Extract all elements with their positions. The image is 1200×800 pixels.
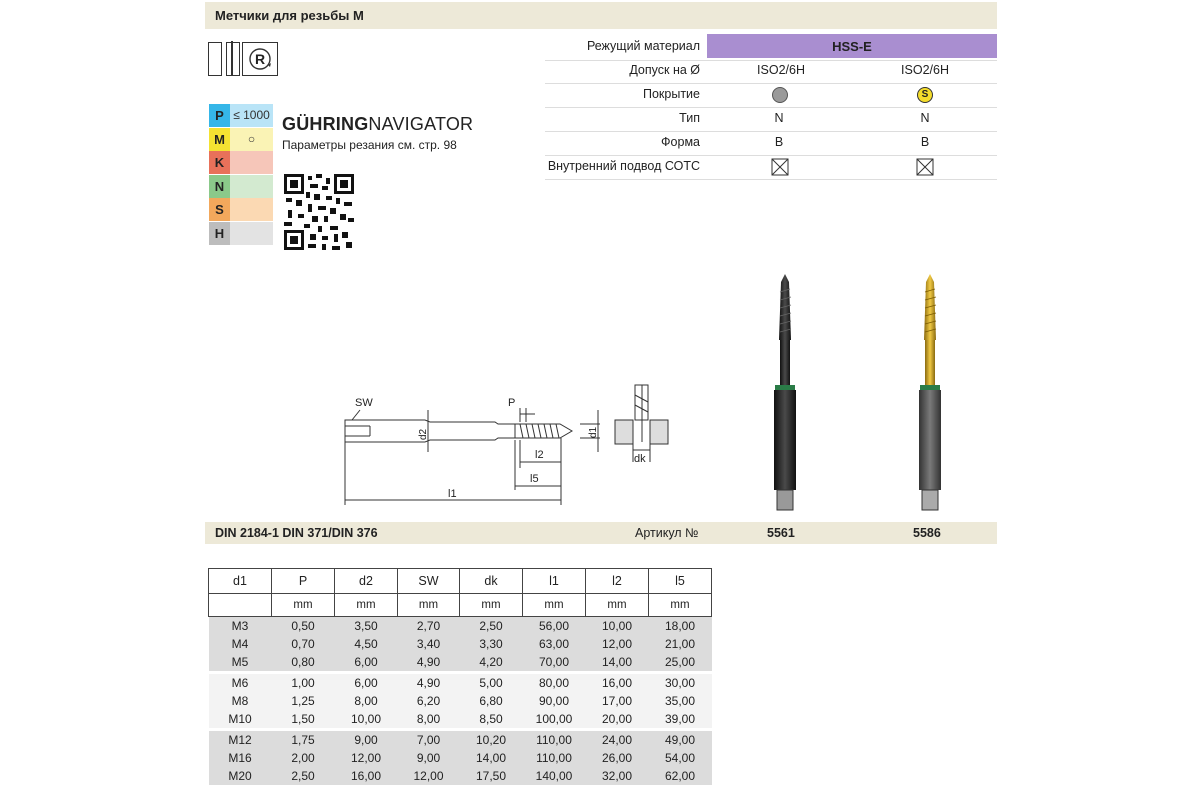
material-group-letter: M (209, 128, 230, 151)
table-cell: M20 (209, 767, 272, 785)
qr-code (284, 174, 354, 250)
tolerance-value-5561: ISO2/6H (757, 63, 805, 77)
table-cell: 70,00 (523, 653, 586, 671)
table-cell: 16,00 (335, 767, 398, 785)
table-cell: 12,00 (335, 749, 398, 767)
table-cell: 110,00 (523, 749, 586, 767)
dimensions-table (208, 568, 712, 785)
cutting-material-value: HSS-E (832, 39, 872, 54)
table-cell: 6,20 (398, 692, 460, 710)
table-cell: 10,00 (335, 710, 398, 728)
table-cell: 1,75 (272, 731, 335, 749)
table-cell: 54,00 (649, 749, 712, 767)
table-row (209, 710, 712, 728)
type-value-5561: N (774, 111, 784, 125)
material-group-letter: P (209, 104, 230, 127)
table-cell: 30,00 (649, 674, 712, 692)
table-cell: 3,40 (398, 635, 460, 653)
tolerance-value-5586: ISO2/6H (901, 63, 949, 77)
table-cell: M3 (209, 617, 272, 636)
l2-label: l2 (535, 449, 544, 461)
table-cell: 32,00 (586, 767, 649, 785)
table-cell: 20,00 (586, 710, 649, 728)
material-group-value (230, 151, 273, 174)
material-group-n (209, 175, 273, 198)
table-cell: mm (523, 594, 586, 617)
type-label: Тип (679, 111, 700, 125)
table-cell: 17,00 (586, 692, 649, 710)
table-cell: 4,90 (398, 674, 460, 692)
table-row (209, 617, 712, 636)
material-group-value: ≤ 1000 (230, 104, 273, 127)
sw-label: SW (355, 397, 373, 409)
table-cell: mm (398, 594, 460, 617)
table-units-row (209, 594, 712, 617)
tap-technical-drawing (330, 380, 675, 515)
table-cell: M6 (209, 674, 272, 692)
divider (545, 155, 997, 156)
table-cell: 2,00 (272, 749, 335, 767)
table-cell: 2,50 (460, 617, 523, 636)
table-cell: 6,00 (335, 674, 398, 692)
din-standards: DIN 2184-1 DIN 371/DIN 376 (215, 526, 378, 540)
no-internal-coolant-icon (916, 158, 934, 176)
table-cell: 63,00 (523, 635, 586, 653)
table-cell: 7,00 (398, 731, 460, 749)
table-cell: M16 (209, 749, 272, 767)
table-row (209, 749, 712, 767)
table-cell: 39,00 (649, 710, 712, 728)
cutting-params-note: Параметры резания см. стр. 98 (282, 138, 457, 152)
material-group-s (209, 198, 273, 221)
table-cell: 10,20 (460, 731, 523, 749)
material-group-letter: K (209, 151, 230, 174)
no-internal-coolant-icon (771, 158, 789, 176)
table-cell: 14,00 (460, 749, 523, 767)
form-value-5586: B (920, 135, 930, 149)
table-cell: 110,00 (523, 731, 586, 749)
table-cell: mm (460, 594, 523, 617)
table-cell: 2,50 (272, 767, 335, 785)
table-cell: 8,50 (460, 710, 523, 728)
material-group-value: ○ (230, 128, 273, 151)
material-group-value (230, 222, 273, 245)
table-header-row (209, 569, 712, 594)
article-5561: 5561 (767, 526, 795, 540)
coating-s-icon: S (917, 87, 933, 103)
table-cell: 5,00 (460, 674, 523, 692)
table-cell: SW (398, 569, 460, 594)
material-group-m (209, 128, 273, 151)
table-cell: 4,50 (335, 635, 398, 653)
divider (545, 83, 997, 84)
cutting-material-band (707, 34, 997, 58)
table-cell: 3,50 (335, 617, 398, 636)
material-group-letter: N (209, 175, 230, 198)
table-cell: 14,00 (586, 653, 649, 671)
table-cell: 21,00 (649, 635, 712, 653)
right-hand-rotation-icon (242, 42, 278, 76)
page-title: Метчики для резьбы M (215, 8, 364, 23)
tap-image-5561 (760, 270, 810, 520)
table-cell: 16,00 (586, 674, 649, 692)
table-cell: 0,80 (272, 653, 335, 671)
table-cell: d1 (209, 569, 272, 594)
standards-band (205, 522, 997, 544)
dk-label: dk (634, 453, 646, 465)
table-cell: 26,00 (586, 749, 649, 767)
table-cell: 3,30 (460, 635, 523, 653)
cutting-material-label: Режущий материал (586, 39, 700, 53)
table-cell: 49,00 (649, 731, 712, 749)
tap-image-5586 (905, 270, 955, 520)
type-value-5586: N (920, 111, 930, 125)
table-cell: mm (649, 594, 712, 617)
divider (545, 107, 997, 108)
coolant-label: Внутренний подвод СОТС (547, 159, 700, 173)
table-cell: 140,00 (523, 767, 586, 785)
table-cell: 80,00 (523, 674, 586, 692)
l5-label: l5 (530, 473, 539, 485)
d2-label: d2 (418, 428, 429, 440)
blind-hole-symbol-icon (208, 42, 222, 76)
table-cell: 12,00 (586, 635, 649, 653)
table-cell: 18,00 (649, 617, 712, 636)
table-row (209, 767, 712, 785)
table-row (209, 635, 712, 653)
table-cell: 17,50 (460, 767, 523, 785)
table-cell: 100,00 (523, 710, 586, 728)
table-cell: 1,00 (272, 674, 335, 692)
brand-bold: GÜHRING (282, 114, 369, 134)
table-cell: d2 (335, 569, 398, 594)
material-group-letter: H (209, 222, 230, 245)
table-cell (209, 594, 272, 617)
table-cell: 4,90 (398, 653, 460, 671)
material-group-h (209, 222, 273, 245)
coating-label: Покрытие (642, 87, 700, 101)
catalog-header (205, 2, 997, 29)
form-label: Форма (661, 135, 700, 149)
table-cell: 1,50 (272, 710, 335, 728)
table-cell: mm (272, 594, 335, 617)
material-group-letter: S (209, 198, 230, 221)
material-group-p (209, 104, 273, 127)
table-cell: 8,00 (398, 710, 460, 728)
divider (545, 179, 997, 180)
table-cell: l1 (523, 569, 586, 594)
table-cell: 2,70 (398, 617, 460, 636)
table-cell: 24,00 (586, 731, 649, 749)
table-cell: M5 (209, 653, 272, 671)
table-cell: P (272, 569, 335, 594)
form-value-5561: B (774, 135, 784, 149)
material-group-value (230, 198, 273, 221)
table-cell: 0,50 (272, 617, 335, 636)
table-cell: 6,80 (460, 692, 523, 710)
table-cell: M10 (209, 710, 272, 728)
brand-logo (282, 114, 473, 135)
table-cell: 10,00 (586, 617, 649, 636)
table-cell: 8,00 (335, 692, 398, 710)
material-group-k (209, 151, 273, 174)
divider (545, 131, 997, 132)
table-row (209, 692, 712, 710)
table-cell: l5 (649, 569, 712, 594)
table-cell: 9,00 (398, 749, 460, 767)
bright-finish-icon (772, 87, 788, 103)
d1-label: d1 (588, 426, 599, 438)
table-cell: l2 (586, 569, 649, 594)
table-cell: mm (335, 594, 398, 617)
table-cell: 1,25 (272, 692, 335, 710)
table-cell: 35,00 (649, 692, 712, 710)
table-row (209, 653, 712, 671)
p-label: P (508, 397, 516, 409)
brand-light: NAVIGATOR (368, 114, 474, 134)
table-cell: 62,00 (649, 767, 712, 785)
table-cell: 9,00 (335, 731, 398, 749)
table-cell: 90,00 (523, 692, 586, 710)
material-group-value (230, 175, 273, 198)
tolerance-label: Допуск на Ø (629, 63, 700, 77)
table-cell: mm (586, 594, 649, 617)
table-cell: M4 (209, 635, 272, 653)
table-cell: dk (460, 569, 523, 594)
article-5586: 5586 (913, 526, 941, 540)
table-cell: 12,00 (398, 767, 460, 785)
through-hole-symbol-icon (226, 42, 240, 76)
table-cell: 0,70 (272, 635, 335, 653)
table-cell: 25,00 (649, 653, 712, 671)
rotation-label: R (254, 51, 266, 67)
table-row (209, 731, 712, 749)
table-cell: 56,00 (523, 617, 586, 636)
table-cell: M12 (209, 731, 272, 749)
l1-label: l1 (448, 488, 457, 500)
divider (545, 60, 997, 61)
table-cell: 6,00 (335, 653, 398, 671)
article-label: Артикул № (635, 526, 699, 540)
table-cell: M8 (209, 692, 272, 710)
table-cell: 4,20 (460, 653, 523, 671)
table-row (209, 674, 712, 692)
